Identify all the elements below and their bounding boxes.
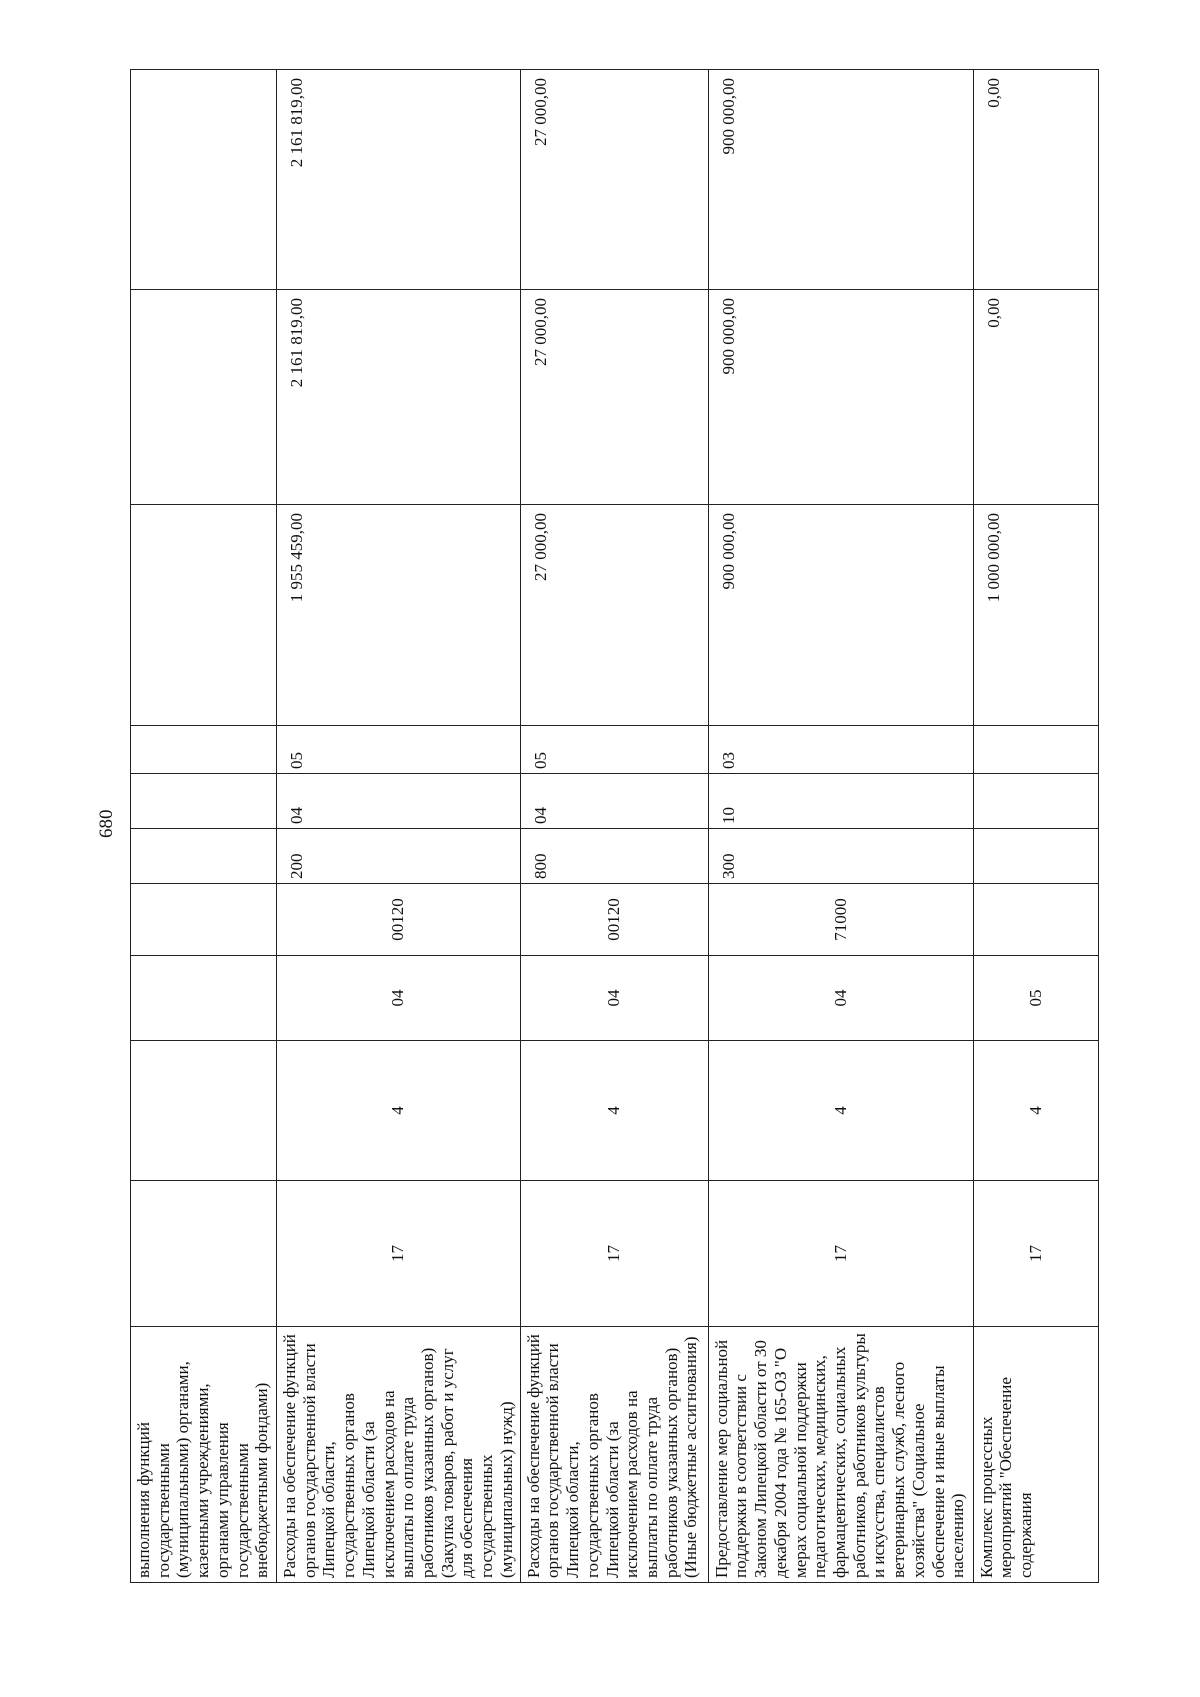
- cell-amount-3: 900 000,00: [708, 70, 973, 290]
- cell-code-5: 200: [277, 829, 521, 884]
- cell-code-2: 4: [277, 1041, 521, 1181]
- cell-code-7: [131, 726, 277, 774]
- cell-code-1: 17: [708, 1181, 973, 1327]
- cell-code-2: [131, 1041, 277, 1181]
- table-row: [277, 70, 521, 1583]
- row-description: Предоставление мер социальной поддержки в соответствии с Законом Липецкой области от 30 декабря 2004 года № 165-ОЗ "О мерах социальной поддержки педагогических, медицинских, фармацевтических, социальных работников, работников культуры и искусства, специалистов ветеринарных служб, лесного хозяйства" (Социальное обеспечение и иные выплаты населению): [708, 1327, 973, 1583]
- cell-amount-3: 2 161 819,00: [277, 70, 521, 290]
- cell-amount-1: 1 955 459,00: [277, 505, 521, 726]
- cell-code-7: 05: [520, 726, 708, 774]
- row-description: Расходы на обеспечение функций органов государственной власти Липецкой области, государственных органов Липецкой области (за исключением расходов на выплаты по оплате труда работников указанных органов) (Закупка товаров, работ и услуг для обеспечения государственных (муниципальных) нужд): [277, 1327, 521, 1583]
- cell-code-1: 17: [973, 1181, 1098, 1327]
- table-row: [973, 70, 1098, 1583]
- cell-code-6: 10: [708, 774, 973, 829]
- cell-amount-2: 900 000,00: [708, 290, 973, 505]
- table-row: [708, 70, 973, 1583]
- cell-amount-2: 0,00: [973, 290, 1098, 505]
- cell-code-2: 4: [708, 1041, 973, 1181]
- cell-amount-1: 1 000 000,00: [973, 505, 1098, 726]
- cell-code-7: 05: [277, 726, 521, 774]
- table-row: [131, 70, 277, 1583]
- cell-code-1: 17: [277, 1181, 521, 1327]
- table-row: [520, 70, 708, 1583]
- cell-code-6: [973, 774, 1098, 829]
- rotated-table-sheet: [130, 70, 1090, 1583]
- cell-code-3: [131, 956, 277, 1041]
- row-description: выполнения функций государственными (муниципальными) органами, казенными учреждениями, органами управления государственными внебюджетными фондами): [131, 1327, 277, 1583]
- cell-code-3: 05: [973, 956, 1098, 1041]
- cell-code-1: [131, 1181, 277, 1327]
- cell-amount-2: 27 000,00: [520, 290, 708, 505]
- cell-code-5: 300: [708, 829, 973, 884]
- cell-code-5: 800: [520, 829, 708, 884]
- cell-code-2: 4: [973, 1041, 1098, 1181]
- cell-code-7: 03: [708, 726, 973, 774]
- cell-code-4: 00120: [520, 884, 708, 956]
- cell-code-7: [973, 726, 1098, 774]
- cell-amount-2: 2 161 819,00: [277, 290, 521, 505]
- cell-code-4: [973, 884, 1098, 956]
- cell-code-5: [973, 829, 1098, 884]
- cell-amount-1: 27 000,00: [520, 505, 708, 726]
- cell-code-6: 04: [520, 774, 708, 829]
- cell-code-2: 4: [520, 1041, 708, 1181]
- budget-table: [130, 69, 1099, 1583]
- row-description: Комплекс процессных мероприятий "Обеспечение содержания: [973, 1327, 1098, 1583]
- cell-amount-3: [131, 70, 277, 290]
- cell-code-3: 04: [520, 956, 708, 1041]
- cell-code-3: 04: [277, 956, 521, 1041]
- cell-amount-1: [131, 505, 277, 726]
- cell-amount-3: 0,00: [973, 70, 1098, 290]
- cell-code-4: 00120: [277, 884, 521, 956]
- cell-code-4: [131, 884, 277, 956]
- cell-code-6: 04: [277, 774, 521, 829]
- cell-amount-3: 27 000,00: [520, 70, 708, 290]
- cell-code-3: 04: [708, 956, 973, 1041]
- page-number: 680: [96, 809, 117, 838]
- cell-amount-2: [131, 290, 277, 505]
- cell-code-6: [131, 774, 277, 829]
- row-description: Расходы на обеспечение функций органов государственной власти Липецкой области, государственных органов Липецкой области (за исключением расходов на выплаты по оплате труда работников указанных органов) (Иные бюджетные ассигнования): [520, 1327, 708, 1583]
- cell-code-4: 71000: [708, 884, 973, 956]
- cell-amount-1: 900 000,00: [708, 505, 973, 726]
- cell-code-1: 17: [520, 1181, 708, 1327]
- cell-code-5: [131, 829, 277, 884]
